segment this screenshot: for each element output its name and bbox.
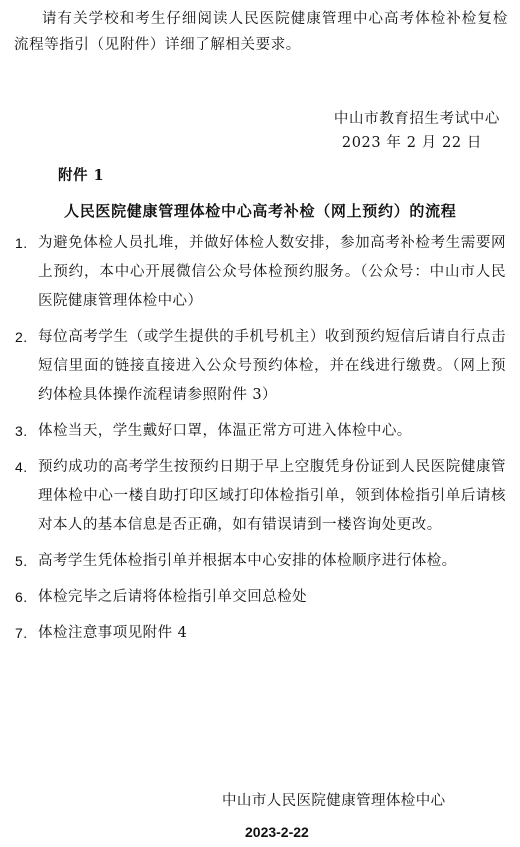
step-item-3: [0, 417, 520, 446]
intro-paragraph: 请有关学校和考生仔细阅读人民医院健康管理中心高考体检补检复检流程等指引（见附件）详细了解相关要求。: [14, 11, 508, 53]
step-item-7: [0, 619, 520, 648]
top-signature-date: 2023 年 2 月 22 日: [341, 135, 482, 151]
step-item-2: [0, 323, 520, 410]
step-item-5: [0, 547, 520, 576]
attachment-label: 附件 1: [58, 167, 105, 184]
step-text: 体检注意事项见附件 4: [38, 625, 188, 641]
top-signature-block: [334, 107, 500, 155]
step-number: 6.: [15, 589, 28, 605]
step-number: 2.: [15, 329, 28, 345]
bottom-signature-org: 中山市人民医院健康管理体检中心: [222, 793, 446, 809]
bottom-signature-date: 2023-2-22: [245, 824, 309, 840]
step-text: 预约成功的高考学生按预约日期于早上空腹凭身份证到人民医院健康管理体检中心一楼自助打印区域打印体检指引单，领到体检指引单后请核对本人的基本信息是否正确，如有错误请到一楼咨询处更改。: [38, 459, 506, 533]
step-number: 5.: [15, 553, 28, 569]
step-number: 3.: [15, 423, 28, 439]
document-title: 人民医院健康管理体检中心高考补检（网上预约）的流程: [64, 202, 457, 220]
top-signature-org: 中山市教育招生考试中心: [333, 111, 500, 127]
step-text: 体检当天，学生戴好口罩，体温正常方可进入体检中心。: [38, 423, 412, 439]
step-number: 7.: [15, 625, 28, 641]
step-item-4: [0, 453, 520, 540]
step-number: 1.: [15, 235, 28, 251]
step-number: 4.: [15, 459, 28, 475]
step-text: 每位高考学生（或学生提供的手机号机主）收到预约短信后请自行点击短信里面的链接直接进入公众号预约体检，并在线进行缴费。（网上预约体检具体操作流程请参照附件 3）: [38, 329, 506, 403]
procedure-steps-list: [0, 229, 520, 655]
step-item-6: [0, 583, 520, 612]
step-item-1: [0, 229, 520, 316]
step-text: 体检完毕之后请将体检指引单交回总检处: [38, 589, 308, 605]
step-text: 为避免体检人员扎堆，并做好体检人数安排，参加高考补检考生需要网上预约，本中心开展微信公众号体检预约服务。（公众号：中山市人民医院健康管理体检中心）: [38, 235, 506, 309]
step-text: 高考学生凭体检指引单并根据本中心安排的体检顺序进行体检。: [38, 553, 457, 569]
